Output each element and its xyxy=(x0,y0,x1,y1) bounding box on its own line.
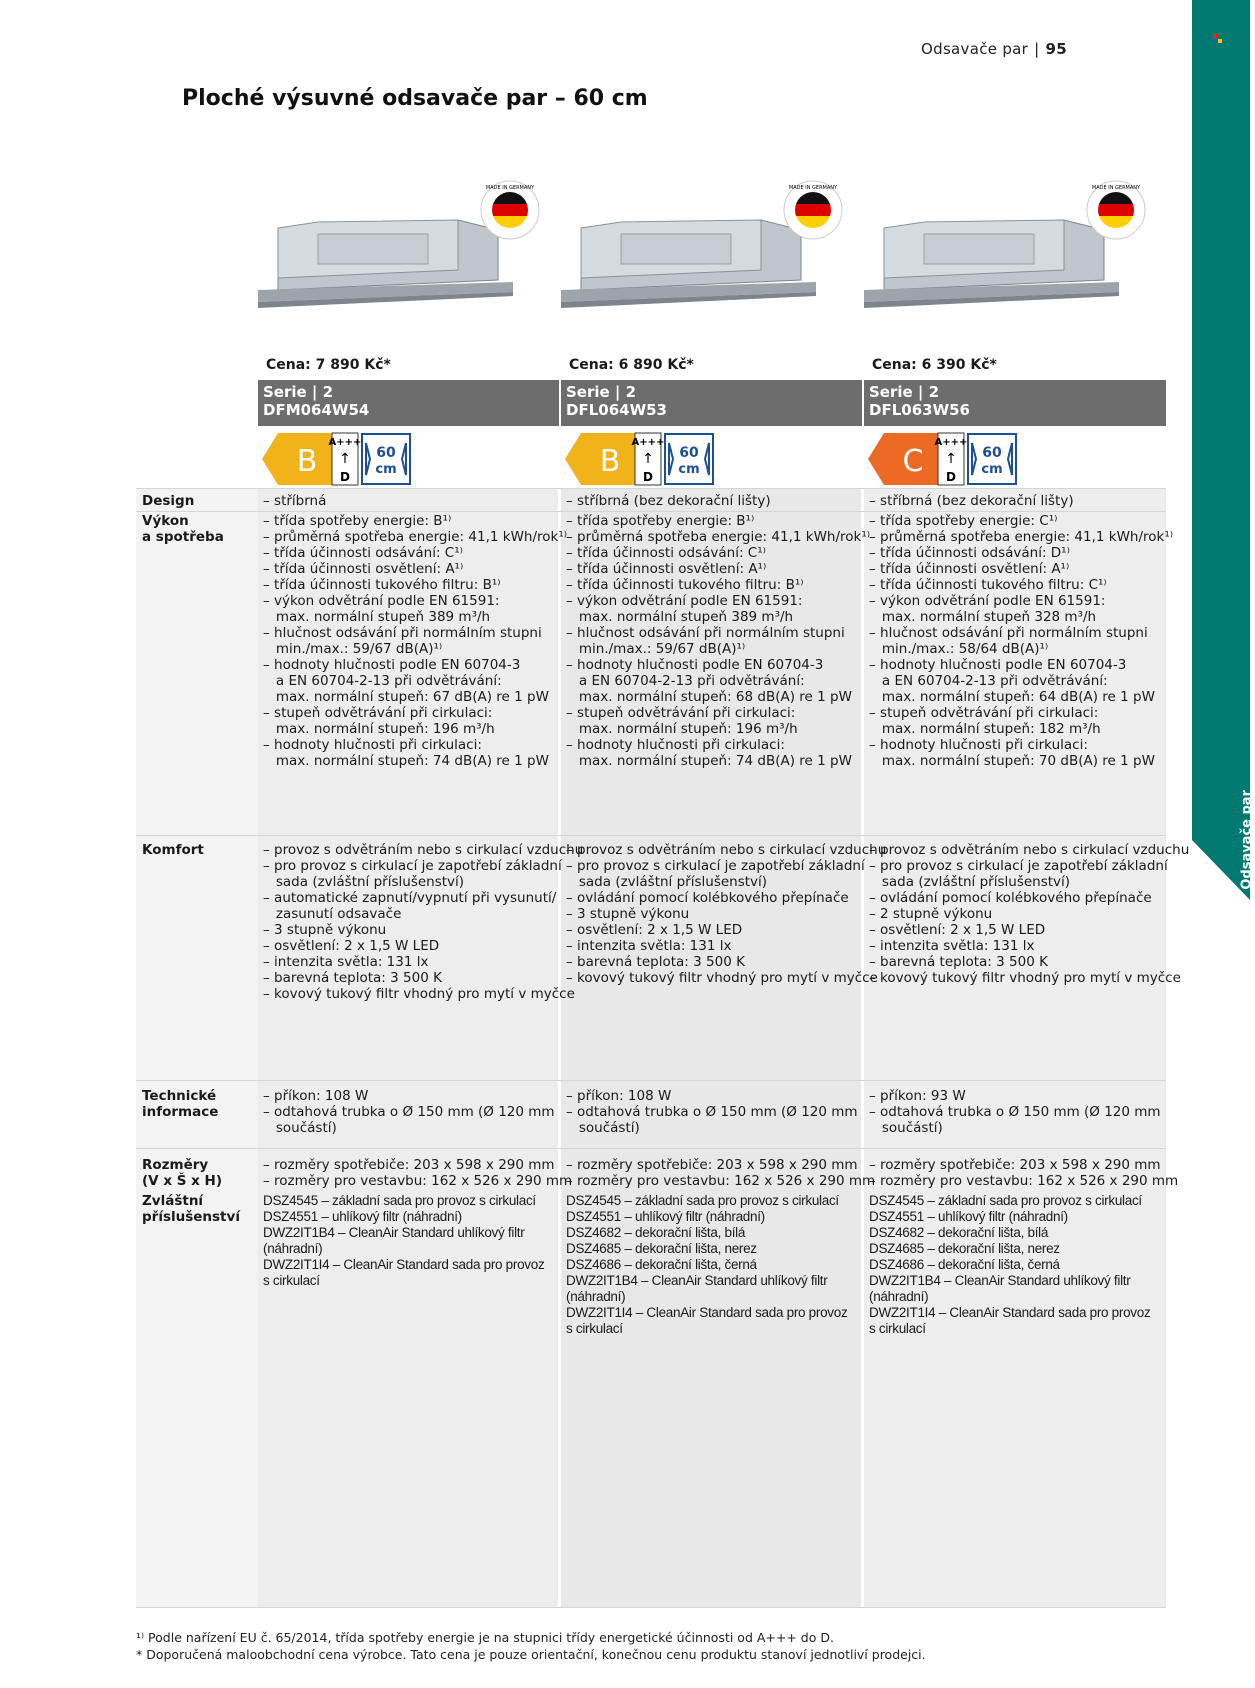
spec-line: (náhradní) xyxy=(869,1289,929,1304)
price-2: Cena: 6 890 Kč* xyxy=(569,357,694,373)
spec-line: – barevná teplota: 3 500 K xyxy=(869,954,1048,970)
spec-line: – 2 stupně výkonu xyxy=(869,906,993,922)
spec-line: – kovový tukový filtr vhodný pro mytí v myčce xyxy=(566,970,878,986)
cell-vykon-3 xyxy=(869,513,1173,769)
spec-line: sada (zvláštní příslušenství) xyxy=(566,874,768,890)
hood-image xyxy=(258,220,518,310)
serie-bar-1 xyxy=(258,380,559,426)
spec-line: – intenzita světla: 131 lx xyxy=(566,938,732,954)
cell-vykon-2 xyxy=(566,513,870,769)
spec-line: – třída účinnosti odsávání: C¹⁾ xyxy=(263,545,463,561)
page-header xyxy=(921,40,1067,58)
spec-line: – odtahová trubka o Ø 150 mm (Ø 120 mm xyxy=(869,1104,1161,1120)
spec-line: – třída účinnosti osvětlení: A¹⁾ xyxy=(869,561,1070,577)
cell-rozmery-2 xyxy=(566,1157,875,1189)
spec-line: DWZ2IT1I4 – CleanAir Standard sada pro provoz xyxy=(869,1305,1151,1320)
spec-line: max. normální stupeň 389 m³/h xyxy=(263,609,491,625)
size-unit: cm xyxy=(375,462,397,477)
cell-rozmery-1 xyxy=(263,1157,572,1189)
cell-technicke-1 xyxy=(263,1088,555,1136)
spec-line: – kovový tukový filtr vhodný pro mytí v myčce xyxy=(263,986,575,1002)
spec-line: min./max.: 58/64 dB(A)¹⁾ xyxy=(869,641,1049,657)
spec-line: sada (zvláštní příslušenství) xyxy=(263,874,465,890)
spec-line: max. normální stupeň: 196 m³/h xyxy=(263,721,495,737)
spec-line: DSZ4686 – dekorační lišta, černá xyxy=(869,1257,1060,1272)
spec-line: DSZ4685 – dekorační lišta, nerez xyxy=(869,1241,1060,1256)
spec-line: – rozměry pro vestavbu: 162 x 526 x 290 mm xyxy=(566,1173,876,1189)
spec-line: – osvětlení: 2 x 1,5 W LED xyxy=(566,922,743,938)
spec-line: – ovládání pomocí kolébkového přepínače xyxy=(869,890,1152,906)
size-unit: cm xyxy=(678,462,700,477)
page-number: 95 xyxy=(1045,40,1067,58)
section-name: Odsavače par xyxy=(921,40,1029,58)
spec-line: – průměrná spotřeba energie: 41,1 kWh/rok¹⁾ xyxy=(263,529,568,545)
spec-line: – výkon odvětrání podle EN 61591: xyxy=(566,593,803,609)
scale-bottom: D xyxy=(340,470,350,484)
spec-line: s cirkulací xyxy=(566,1321,623,1336)
footnote-1: ¹⁾ Podle nařízení EU č. 65/2014, třída spotřeby energie je na stupnici třídy energetické účinnosti od A+++ do D. xyxy=(136,1630,834,1645)
hood-image xyxy=(864,220,1124,310)
svg-text:MADE IN GERMANY: MADE IN GERMANY xyxy=(1091,185,1141,191)
brand-dots-icon xyxy=(1213,34,1223,44)
spec-line: – příkon: 93 W xyxy=(869,1088,966,1104)
cell-technicke-3 xyxy=(869,1088,1161,1136)
model-number: DFL064W53 xyxy=(566,401,667,419)
scale-arrow-icon: ↑ xyxy=(945,451,957,467)
spec-line: – provoz s odvětráním nebo s cirkulací vzduchu xyxy=(263,842,584,858)
hood-image xyxy=(561,220,821,310)
spec-line: – stupeň odvětrávání při cirkulaci: xyxy=(566,705,796,721)
spec-line: – automatické zapnutí/vypnutí při vysunutí/ xyxy=(263,890,557,906)
spec-line: zasunutí odsavače xyxy=(263,906,402,922)
spec-line: – kovový tukový filtr vhodný pro mytí v myčce xyxy=(869,970,1181,986)
spec-line: DSZ4551 – uhlíkový filtr (náhradní) xyxy=(869,1209,1068,1224)
spec-line: – intenzita světla: 131 lx xyxy=(869,938,1035,954)
spec-line: – hodnoty hlučnosti při cirkulaci: xyxy=(869,737,1088,753)
serie-bar-3 xyxy=(864,380,1166,426)
serie-bar-2 xyxy=(561,380,862,426)
spec-line: součástí) xyxy=(869,1120,943,1136)
spec-line: – hlučnost odsávání při normálním stupni xyxy=(566,625,845,641)
scale-top: A+++ xyxy=(328,437,362,448)
cell-prislusenstvi-1 xyxy=(263,1193,544,1289)
spec-line: max. normální stupeň: 196 m³/h xyxy=(566,721,798,737)
cell-design-1 xyxy=(263,493,326,509)
page-title: Ploché výsuvné odsavače par – 60 cm xyxy=(182,86,648,111)
price-3: Cena: 6 390 Kč* xyxy=(872,357,997,373)
scale-arrow-icon: ↑ xyxy=(642,451,654,467)
size-unit: cm xyxy=(981,462,1003,477)
spec-line: – stříbrná (bez dekorační lišty) xyxy=(566,493,771,509)
cell-prislusenstvi-3 xyxy=(869,1193,1150,1337)
spec-line: max. normální stupeň: 74 dB(A) re 1 pW xyxy=(566,753,852,769)
spec-line: – provoz s odvětráním nebo s cirkulací vzduchu xyxy=(566,842,887,858)
spec-line: součástí) xyxy=(566,1120,640,1136)
cell-komfort-3 xyxy=(869,842,1189,986)
spec-line: DSZ4545 – základní sada pro provoz s cirkulací xyxy=(869,1193,1142,1208)
footnote-2: * Doporučená maloobchodní cena výrobce. Tato cena je pouze orientační, konečnou cenu produktu stanoví jednotliví prodejci. xyxy=(136,1647,926,1662)
spec-line: – hodnoty hlučnosti podle EN 60704-3 xyxy=(869,657,1127,673)
cell-technicke-2 xyxy=(566,1088,858,1136)
spec-line: – 3 stupně výkonu xyxy=(566,906,690,922)
spec-line: – třída spotřeby energie: B¹⁾ xyxy=(263,513,452,529)
cell-komfort-2 xyxy=(566,842,886,986)
spec-line: a EN 60704-2-13 při odvětrávání: xyxy=(566,673,805,689)
spec-line: – pro provoz s cirkulací je zapotřebí základní xyxy=(263,858,562,874)
spec-line: – odtahová trubka o Ø 150 mm (Ø 120 mm xyxy=(566,1104,858,1120)
energy-class: B xyxy=(599,444,621,479)
row-label-komfort: Komfort xyxy=(142,842,204,858)
spec-line: – třída účinnosti tukového filtru: C¹⁾ xyxy=(869,577,1107,593)
spec-line: – průměrná spotřeba energie: 41,1 kWh/rok¹⁾ xyxy=(566,529,871,545)
energy-class: C xyxy=(902,444,924,479)
spec-line: – odtahová trubka o Ø 150 mm (Ø 120 mm xyxy=(263,1104,555,1120)
made-in-germany-badge xyxy=(783,180,843,240)
spec-line: DWZ2IT1B4 – CleanAir Standard uhlíkový filtr xyxy=(263,1225,525,1240)
row-label-technicke: Technické informace xyxy=(142,1088,219,1120)
scale-bottom: D xyxy=(643,470,653,484)
spec-line: součástí) xyxy=(263,1120,337,1136)
spec-line: – provoz s odvětráním nebo s cirkulací vzduchu xyxy=(869,842,1190,858)
spec-line: max. normální stupeň: 70 dB(A) re 1 pW xyxy=(869,753,1155,769)
spec-line: – intenzita světla: 131 lx xyxy=(263,954,429,970)
spec-line: – osvětlení: 2 x 1,5 W LED xyxy=(263,938,440,954)
model-number: DFL063W56 xyxy=(869,401,970,419)
price-1: Cena: 7 890 Kč* xyxy=(266,357,391,373)
spec-line: – třída spotřeby energie: C¹⁾ xyxy=(869,513,1058,529)
spec-line: – stříbrná (bez dekorační lišty) xyxy=(869,493,1074,509)
header-separator: | xyxy=(1034,40,1040,58)
spec-line: – hodnoty hlučnosti při cirkulaci: xyxy=(566,737,785,753)
spec-line: – rozměry spotřebiče: 203 x 598 x 290 mm xyxy=(263,1157,555,1173)
spec-line: – třída účinnosti tukového filtru: B¹⁾ xyxy=(263,577,501,593)
spec-line: max. normální stupeň: 64 dB(A) re 1 pW xyxy=(869,689,1155,705)
cell-vykon-1 xyxy=(263,513,567,769)
spec-line: – pro provoz s cirkulací je zapotřebí základní xyxy=(869,858,1168,874)
row-label-rozmery: Rozměry (V x Š x H) xyxy=(142,1157,223,1189)
spec-line: – rozměry pro vestavbu: 162 x 526 x 290 mm xyxy=(263,1173,573,1189)
spec-line: max. normální stupeň: 74 dB(A) re 1 pW xyxy=(263,753,549,769)
spec-line: DSZ4545 – základní sada pro provoz s cirkulací xyxy=(263,1193,536,1208)
spec-line: – hodnoty hlučnosti podle EN 60704-3 xyxy=(566,657,824,673)
spec-line: – hlučnost odsávání při normálním stupni xyxy=(869,625,1148,641)
scale-top: A+++ xyxy=(631,437,665,448)
row-divider xyxy=(136,1607,1166,1608)
spec-line: max. normální stupeň: 67 dB(A) re 1 pW xyxy=(263,689,549,705)
spec-line: – hodnoty hlučnosti podle EN 60704-3 xyxy=(263,657,521,673)
made-in-germany-badge xyxy=(1086,180,1146,240)
spec-line: DSZ4682 – dekorační lišta, bílá xyxy=(566,1225,746,1240)
spec-line: – hodnoty hlučnosti při cirkulaci: xyxy=(263,737,482,753)
product-image-1 xyxy=(258,180,558,330)
spec-line: min./max.: 59/67 dB(A)¹⁾ xyxy=(263,641,443,657)
product-image-2 xyxy=(561,180,861,330)
spec-line: min./max.: 59/67 dB(A)¹⁾ xyxy=(566,641,746,657)
spec-line: – 3 stupně výkonu xyxy=(263,922,387,938)
row-divider xyxy=(136,835,1166,836)
spec-line: – třída účinnosti tukového filtru: B¹⁾ xyxy=(566,577,804,593)
side-tab-label: Odsavače par xyxy=(1240,790,1255,890)
side-tab xyxy=(1192,0,1255,900)
spec-line: – barevná teplota: 3 500 K xyxy=(566,954,745,970)
svg-text:MADE IN GERMANY: MADE IN GERMANY xyxy=(485,185,535,191)
spec-line: – rozměry spotřebiče: 203 x 598 x 290 mm xyxy=(869,1157,1161,1173)
spec-line: – stupeň odvětrávání při cirkulaci: xyxy=(263,705,493,721)
spec-line: – třída účinnosti odsávání: D¹⁾ xyxy=(869,545,1070,561)
row-label-design: Design xyxy=(142,493,195,509)
spec-line: DSZ4551 – uhlíkový filtr (náhradní) xyxy=(263,1209,462,1224)
spec-line: DSZ4686 – dekorační lišta, černá xyxy=(566,1257,757,1272)
spec-line: – pro provoz s cirkulací je zapotřebí základní xyxy=(566,858,865,874)
spec-line: s cirkulací xyxy=(869,1321,926,1336)
size-number: 60 xyxy=(376,445,396,461)
spec-line: s cirkulací xyxy=(263,1273,320,1288)
made-in-germany-badge xyxy=(480,180,540,240)
cell-prislusenstvi-2 xyxy=(566,1193,847,1337)
svg-text:MADE IN GERMANY: MADE IN GERMANY xyxy=(788,185,838,191)
spec-line: – hlučnost odsávání při normálním stupni xyxy=(263,625,542,641)
row-divider xyxy=(136,511,1166,512)
cell-design-3 xyxy=(869,493,1074,509)
scale-arrow-icon: ↑ xyxy=(339,451,351,467)
spec-line: max. normální stupeň 328 m³/h xyxy=(869,609,1097,625)
spec-line: max. normální stupeň: 68 dB(A) re 1 pW xyxy=(566,689,852,705)
spec-line: – rozměry pro vestavbu: 162 x 526 x 290 mm xyxy=(869,1173,1179,1189)
spec-line: – stříbrná xyxy=(263,493,327,509)
spec-line: – třída spotřeby energie: B¹⁾ xyxy=(566,513,755,529)
spec-line: – rozměry spotřebiče: 203 x 598 x 290 mm xyxy=(566,1157,858,1173)
model-number: DFM064W54 xyxy=(263,401,370,419)
spec-line: – výkon odvětrání podle EN 61591: xyxy=(869,593,1106,609)
spec-line: – příkon: 108 W xyxy=(566,1088,672,1104)
energy-label-3 xyxy=(868,433,1028,485)
spec-line: – třída účinnosti osvětlení: A¹⁾ xyxy=(566,561,767,577)
energy-class: B xyxy=(296,444,318,479)
spec-line: DWZ2IT1I4 – CleanAir Standard sada pro provoz xyxy=(566,1305,848,1320)
spec-line: – ovládání pomocí kolébkového přepínače xyxy=(566,890,849,906)
spec-line: a EN 60704-2-13 při odvětrávání: xyxy=(869,673,1108,689)
row-divider xyxy=(136,1148,1166,1149)
spec-line: DWZ2IT1B4 – CleanAir Standard uhlíkový filtr xyxy=(869,1273,1131,1288)
cell-rozmery-3 xyxy=(869,1157,1178,1189)
spec-line: – průměrná spotřeba energie: 41,1 kWh/rok¹⁾ xyxy=(869,529,1174,545)
spec-line: DWZ2IT1B4 – CleanAir Standard uhlíkový filtr xyxy=(566,1273,828,1288)
spec-line: – třída účinnosti odsávání: C¹⁾ xyxy=(566,545,766,561)
row-label-vykon: Výkon a spotřeba xyxy=(142,513,224,545)
energy-label-2 xyxy=(565,433,725,485)
spec-line: sada (zvláštní příslušenství) xyxy=(869,874,1071,890)
spec-line: max. normální stupeň: 182 m³/h xyxy=(869,721,1101,737)
serie-label: Serie | 2 xyxy=(263,383,334,401)
spec-line: DSZ4545 – základní sada pro provoz s cirkulací xyxy=(566,1193,839,1208)
cell-design-2 xyxy=(566,493,771,509)
size-number: 60 xyxy=(982,445,1002,461)
row-divider xyxy=(136,488,1166,489)
row-divider xyxy=(136,1080,1166,1081)
spec-line: – barevná teplota: 3 500 K xyxy=(263,970,442,986)
spec-line: (náhradní) xyxy=(263,1241,323,1256)
spec-line: DSZ4551 – uhlíkový filtr (náhradní) xyxy=(566,1209,765,1224)
spec-line: max. normální stupeň 389 m³/h xyxy=(566,609,794,625)
scale-top: A+++ xyxy=(934,437,968,448)
row-label-prislusenstvi: Zvláštní příslušenství xyxy=(142,1193,240,1225)
spec-line: – stupeň odvětrávání při cirkulaci: xyxy=(869,705,1099,721)
size-number: 60 xyxy=(679,445,699,461)
serie-label: Serie | 2 xyxy=(566,383,637,401)
spec-line: – výkon odvětrání podle EN 61591: xyxy=(263,593,500,609)
spec-line: DWZ2IT1I4 – CleanAir Standard sada pro provoz xyxy=(263,1257,545,1272)
product-image-3 xyxy=(864,180,1164,330)
spec-line: DSZ4682 – dekorační lišta, bílá xyxy=(869,1225,1049,1240)
spec-line: – třída účinnosti osvětlení: A¹⁾ xyxy=(263,561,464,577)
spec-line: (náhradní) xyxy=(566,1289,626,1304)
spec-line: a EN 60704-2-13 při odvětrávání: xyxy=(263,673,502,689)
scale-bottom: D xyxy=(946,470,956,484)
label-column-bg xyxy=(136,488,258,1608)
serie-label: Serie | 2 xyxy=(869,383,940,401)
spec-line: DSZ4685 – dekorační lišta, nerez xyxy=(566,1241,757,1256)
energy-label-1 xyxy=(262,433,422,485)
spec-line: – příkon: 108 W xyxy=(263,1088,369,1104)
spec-line: – osvětlení: 2 x 1,5 W LED xyxy=(869,922,1046,938)
cell-komfort-1 xyxy=(263,842,583,1002)
